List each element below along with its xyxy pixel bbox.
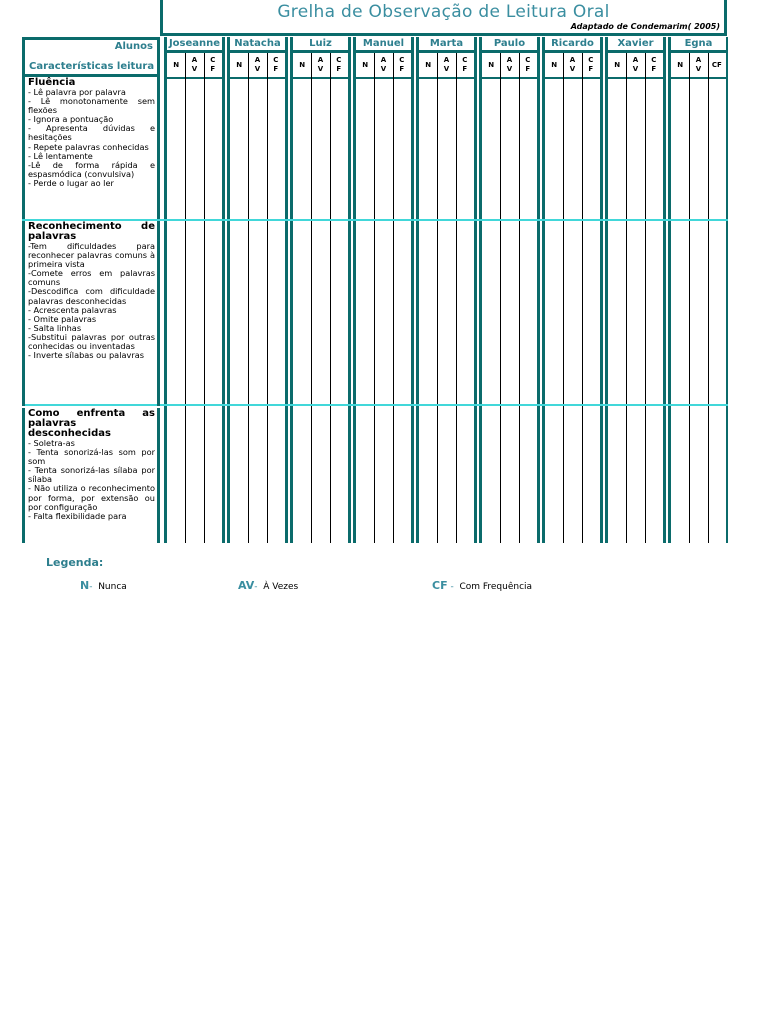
- subcolumn-label: C F: [582, 53, 600, 79]
- student-column: [542, 37, 603, 543]
- student-column: [164, 37, 225, 543]
- subcolumn-label: C F: [204, 53, 222, 79]
- subcolumn-label: A V: [689, 53, 707, 79]
- legend-item-n: [80, 579, 127, 592]
- grid-subcolumn: [393, 53, 411, 543]
- subcolumn-label: N: [482, 53, 500, 79]
- subcolumn-label: A V: [185, 53, 203, 79]
- legend-code: AV: [238, 579, 255, 592]
- subcolumn-label: N: [167, 53, 185, 79]
- subcolumn-label: N: [230, 53, 248, 79]
- student-name: Ricardo: [545, 37, 600, 53]
- subcolumn-label: C F: [267, 53, 285, 79]
- subcolumn-label: CF: [708, 53, 726, 79]
- grid-subcolumn: [626, 53, 644, 543]
- subcolumn-label: N: [671, 53, 689, 79]
- category-item: - Ignora a pontuação: [28, 114, 114, 125]
- legend-sep: -: [450, 582, 454, 592]
- grid-line: [330, 53, 331, 543]
- caracteristicas-label: Características leitura: [29, 61, 155, 72]
- category-item: - Tenta sonorizá-las som por som: [28, 447, 155, 467]
- grid-line: [185, 53, 186, 543]
- grid-line: [626, 53, 627, 543]
- category-item: -Comete erros em palavras comuns: [28, 268, 155, 288]
- legend-item-av: [238, 579, 298, 592]
- subcolumn-label: A V: [311, 53, 329, 79]
- student-column: [290, 37, 351, 543]
- legend-text: À Vezes: [263, 582, 299, 592]
- student-column: [353, 37, 414, 543]
- category-item: -Tem dificuldades para reconhecer palavras comuns à primeira vista: [28, 241, 155, 270]
- category-item: -Lê de forma rápida e espasmódica (convulsiva): [28, 159, 155, 179]
- grid-line: [645, 53, 646, 543]
- student-name: Manuel: [356, 37, 411, 53]
- category-item: -Substitui palavras por outras conhecidas ou inventadas: [28, 331, 155, 352]
- category-title: Reconhecimento de palavras: [28, 221, 155, 242]
- grid-subcolumn: [356, 53, 374, 543]
- category-item: - Apresenta dúvidas e hesitações: [28, 123, 155, 143]
- subcolumn-label: C F: [330, 53, 348, 79]
- subcolumn-label: N: [545, 53, 563, 79]
- grid-subcolumn: [608, 53, 626, 543]
- header-left-cell: [22, 37, 160, 77]
- subcolumn-label: A V: [437, 53, 455, 79]
- grid-line: [500, 53, 501, 543]
- grid-subcolumn: [500, 53, 518, 543]
- grid-line: [374, 53, 375, 543]
- category-item: - Acrescenta palavras: [28, 304, 117, 315]
- grid-subcolumn: [582, 53, 600, 543]
- grid-subcolumn: [248, 53, 266, 543]
- category-item: - Inverte sílabas ou palavras: [28, 350, 144, 361]
- category-item: - Falta flexibilidade para: [28, 510, 127, 521]
- subcolumn-label: A V: [500, 53, 518, 79]
- grid-line: [689, 53, 690, 543]
- category-item: - Omite palavras: [28, 313, 97, 324]
- category-item: -Descodifica com dificuldade palavras desconhecidas: [28, 286, 155, 306]
- subcolumn-label: A V: [626, 53, 644, 79]
- student-name: Luiz: [293, 37, 348, 53]
- subcolumn-label: N: [293, 53, 311, 79]
- legend-text: Nunca: [98, 582, 127, 592]
- student-column: [416, 37, 477, 543]
- grid-subcolumn: [267, 53, 285, 543]
- subcolumn-label: C F: [393, 53, 411, 79]
- grid-subcolumn: [456, 53, 474, 543]
- grid-subcolumn: [563, 53, 581, 543]
- legend-code: CF: [432, 579, 448, 592]
- category-item: - Salta linhas: [28, 322, 82, 333]
- legend-item-cf: [432, 579, 532, 592]
- subcolumn-label: N: [608, 53, 626, 79]
- legend-title: Legenda:: [46, 556, 104, 569]
- grid-line: [311, 53, 312, 543]
- grid-subcolumn: [708, 53, 726, 543]
- grid-line: [248, 53, 249, 543]
- subcolumn-label: C F: [456, 53, 474, 79]
- grid-subcolumn: [230, 53, 248, 543]
- grid-line: [519, 53, 520, 543]
- legend-text: Com Frequência: [459, 582, 533, 592]
- observation-grid: [22, 37, 728, 543]
- grid-subcolumn: [519, 53, 537, 543]
- grid-subcolumn: [545, 53, 563, 543]
- category-item: - Soletra-as: [28, 438, 75, 448]
- grid-line: [204, 53, 205, 543]
- grid-subcolumn: [689, 53, 707, 543]
- subcolumn-label: A V: [563, 53, 581, 79]
- grid-subcolumn: [311, 53, 329, 543]
- grid-subcolumn: [671, 53, 689, 543]
- alunos-label: Alunos: [114, 41, 153, 52]
- title-box: [160, 0, 727, 36]
- grid-line: [267, 53, 268, 543]
- grid-subcolumn: [482, 53, 500, 543]
- subcolumn-label: A V: [248, 53, 266, 79]
- legend-code: N: [80, 579, 90, 592]
- category-item: - Lê monotonamente sem flexões: [28, 96, 155, 116]
- student-name: Marta: [419, 37, 474, 53]
- subcolumn-label: C F: [519, 53, 537, 79]
- grid-line: [708, 53, 709, 543]
- category-item: - Repete palavras conhecidas: [28, 141, 149, 152]
- grid-line: [582, 53, 583, 543]
- legend-sep: -: [254, 582, 258, 592]
- subcolumn-label: C F: [645, 53, 663, 79]
- category-cell: [22, 221, 160, 406]
- student-name: Xavier: [608, 37, 663, 53]
- grid-line: [563, 53, 564, 543]
- subcolumn-label: N: [419, 53, 437, 79]
- category-title: Fluência: [28, 77, 76, 88]
- legend-sep: -: [89, 582, 93, 592]
- category-item: - Perde o lugar ao ler: [28, 177, 114, 188]
- student-name: Joseanne: [167, 37, 222, 53]
- grid-subcolumn: [167, 53, 185, 543]
- grid-subcolumn: [374, 53, 392, 543]
- grid-subcolumn: [437, 53, 455, 543]
- grid-subcolumn: [185, 53, 203, 543]
- grid-subcolumn: [330, 53, 348, 543]
- student-column: [479, 37, 540, 543]
- category-cell: [22, 77, 160, 219]
- grid-subcolumn: [204, 53, 222, 543]
- subcolumn-label: N: [356, 53, 374, 79]
- student-name: Paulo: [482, 37, 537, 53]
- student-name: Natacha: [230, 37, 285, 53]
- grid-subcolumn: [293, 53, 311, 543]
- grid-line: [393, 53, 394, 543]
- grid-subcolumn: [419, 53, 437, 543]
- student-column: [668, 37, 728, 543]
- grid-line: [437, 53, 438, 543]
- grid-subcolumn: [645, 53, 663, 543]
- page-title: Grelha de Observação de Leitura Oral: [277, 2, 610, 22]
- category-cell: [22, 408, 160, 543]
- student-name: Egna: [671, 37, 726, 53]
- category-item: - Lê lentamente: [28, 150, 93, 161]
- grid-line: [456, 53, 457, 543]
- subcolumn-label: A V: [374, 53, 392, 79]
- category-item: - Tenta sonorizá-las sílaba por sílaba: [28, 465, 155, 485]
- student-column: [605, 37, 666, 543]
- page-subtitle: Adaptado de Condemarim( 2005): [570, 22, 720, 31]
- category-item: - Não utiliza o reconhecimento por forma, por extensão ou por configuração: [28, 483, 155, 512]
- category-title: Como enfrenta as palavras desconhecidas: [28, 408, 155, 439]
- category-item: - Lê palavra por palavra: [28, 87, 126, 97]
- student-column: [227, 37, 288, 543]
